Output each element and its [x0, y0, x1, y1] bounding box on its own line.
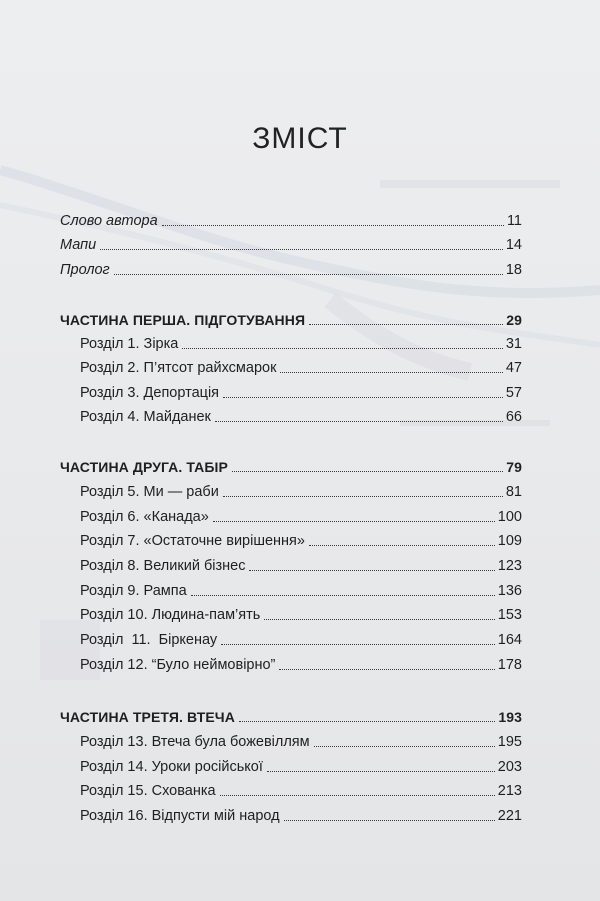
toc-entry[interactable]	[60, 259, 522, 279]
toc-chapter[interactable]	[80, 805, 522, 825]
toc-chapter-page: 47	[505, 360, 522, 376]
toc-chapter[interactable]	[80, 654, 522, 674]
toc-chapter[interactable]	[80, 756, 522, 776]
toc-chapter-label: Розділ 11. Біркенау	[80, 632, 218, 648]
toc-part-label: ЧАСТИНА ДРУГА. ТАБІР	[60, 459, 228, 475]
toc-part-heading[interactable]	[60, 456, 522, 476]
toc-chapter-label: Розділ 13. Втеча була божевіллям	[80, 734, 310, 750]
toc-chapter-label: Розділ 10. Людина-пам’ять	[80, 607, 261, 623]
toc-part-page: 29	[506, 312, 522, 328]
toc-chapter[interactable]	[80, 530, 522, 550]
toc-entry-page: 18	[505, 262, 522, 278]
toc-chapter[interactable]	[80, 731, 522, 751]
dot-leader	[223, 397, 503, 398]
toc-chapter-label: Розділ 12. “Було неймовірно”	[80, 657, 276, 673]
toc-chapter-page: 31	[505, 336, 522, 352]
toc-part-page: 193	[498, 709, 522, 725]
dot-leader	[309, 545, 495, 546]
toc-chapter-page: 66	[505, 409, 522, 425]
toc-chapter[interactable]	[80, 382, 522, 402]
dot-leader	[267, 771, 495, 772]
dot-leader	[314, 746, 495, 747]
dot-leader	[221, 644, 495, 645]
toc-chapter-page: 81	[505, 484, 522, 500]
toc-chapter-page: 213	[497, 783, 522, 799]
toc-part-page: 79	[506, 459, 522, 475]
dot-leader	[284, 820, 495, 821]
toc-entry[interactable]	[60, 210, 522, 230]
toc-entry-label: Слово автора	[60, 213, 158, 229]
toc-chapter-page: 109	[497, 533, 522, 549]
toc-chapter-page: 153	[497, 607, 522, 623]
dot-leader	[182, 348, 503, 349]
toc-chapter-page: 195	[497, 734, 522, 750]
toc-part-heading[interactable]	[60, 309, 522, 329]
toc-chapter[interactable]	[80, 357, 522, 377]
toc-chapter-page: 123	[497, 558, 522, 574]
dot-leader	[264, 619, 494, 620]
toc-chapter[interactable]	[80, 506, 522, 526]
toc-chapter-label: Розділ 14. Уроки російської	[80, 759, 263, 775]
dot-leader	[191, 595, 495, 596]
toc-chapter-page: 203	[497, 759, 522, 775]
toc-chapter-label: Розділ 15. Схованка	[80, 783, 216, 799]
toc-part-heading[interactable]	[60, 706, 522, 726]
dot-leader	[280, 372, 502, 373]
toc-chapter-label: Розділ 8. Великий бізнес	[80, 558, 246, 574]
dot-leader	[249, 570, 494, 571]
dot-leader	[114, 274, 503, 275]
dot-leader	[223, 496, 503, 497]
toc-chapter-label: Розділ 4. Майданек	[80, 409, 211, 425]
toc-chapter-label: Розділ 5. Ми — раби	[80, 484, 219, 500]
dot-leader	[279, 669, 494, 670]
toc-chapter[interactable]	[80, 604, 522, 624]
toc-chapter-label: Розділ 7. «Остаточне вирішення»	[80, 533, 305, 549]
dot-leader	[100, 249, 503, 250]
toc-chapter[interactable]	[80, 481, 522, 501]
toc-chapter[interactable]	[80, 333, 522, 353]
toc-chapter-page: 136	[497, 583, 522, 599]
toc-part-label: ЧАСТИНА ПЕРША. ПІДГОТУВАННЯ	[60, 312, 306, 328]
toc-chapter-label: Розділ 2. П’ятсот райхсмарок	[80, 360, 277, 376]
toc-chapter[interactable]	[80, 555, 522, 575]
toc-chapter[interactable]	[80, 406, 522, 426]
toc-chapter[interactable]	[80, 629, 522, 649]
toc-chapter-page: 178	[497, 657, 522, 673]
page-title: ЗМІСТ	[252, 122, 348, 155]
toc-chapter-label: Розділ 1. Зірка	[80, 336, 179, 352]
toc-chapter-label: Розділ 6. «Канада»	[80, 509, 209, 525]
toc-chapter-page: 164	[497, 632, 522, 648]
toc-part-label: ЧАСТИНА ТРЕТЯ. ВТЕЧА	[60, 709, 235, 725]
toc-entry-page: 11	[506, 213, 522, 229]
dot-leader	[215, 421, 503, 422]
toc-chapter-label: Розділ 9. Рампа	[80, 583, 187, 599]
toc-chapter-page: 221	[497, 808, 522, 824]
toc-chapter-label: Розділ 16. Відпусти мій народ	[80, 808, 280, 824]
toc-entry[interactable]	[60, 234, 522, 254]
dot-leader	[239, 721, 495, 722]
dot-leader	[309, 324, 503, 325]
toc-chapter-label: Розділ 3. Депортація	[80, 385, 220, 401]
toc-chapter-page: 100	[497, 509, 522, 525]
dot-leader	[162, 225, 504, 226]
toc-entry-label: Мапи	[60, 237, 97, 253]
toc-chapter[interactable]	[80, 780, 522, 800]
toc-chapter[interactable]	[80, 580, 522, 600]
dot-leader	[220, 795, 495, 796]
toc-entry-page: 14	[505, 237, 522, 253]
dot-leader	[213, 521, 495, 522]
toc-entry-label: Пролог	[60, 262, 110, 278]
toc-chapter-page: 57	[505, 385, 522, 401]
dot-leader	[232, 471, 503, 472]
